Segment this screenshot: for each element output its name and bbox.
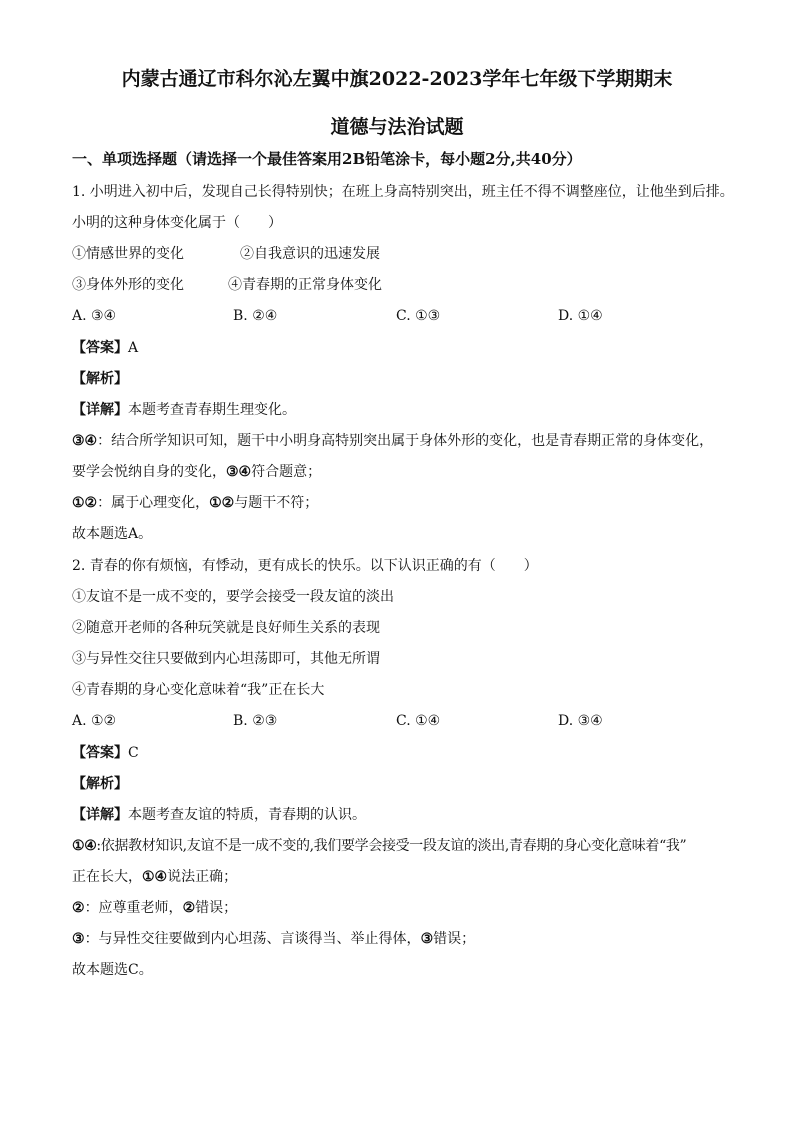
q2-stem-line1: 2. 青春的你有烦恼，有悸动，更有成长的快乐。以下认识正确的有（ ） xyxy=(72,558,538,574)
detail-text: 本题考查青春期生理变化。 xyxy=(128,402,296,418)
q1-option-row1-a: ①情感世界的变化 xyxy=(72,246,184,262)
q1-conclusion: 故本题选A。 xyxy=(72,526,153,542)
answer-value: A xyxy=(128,340,139,356)
answer-label: 【答案】 xyxy=(72,745,128,761)
option-marker: ③ xyxy=(420,931,434,947)
q2-option-2: ②随意开老师的各种玩笑就是良好师生关系的表现 xyxy=(72,620,380,636)
q2-explanation-1 xyxy=(72,836,686,856)
explanation-text: ：结合所学知识可知，题干中小明身高特别突出属于身体外形的变化，也是青春期正常的身体变化， xyxy=(97,433,714,449)
q2-choice-b: B. ②③ xyxy=(233,713,278,729)
q2-answer xyxy=(72,743,139,763)
q1-explanation-1 xyxy=(72,431,713,451)
option-marker: ①② xyxy=(72,495,98,511)
option-marker: ①② xyxy=(209,495,235,511)
q2-choice-a: A. ①② xyxy=(72,713,117,729)
explanation-text: ：与异性交往要做到内心坦荡、言谈得当、举止得体， xyxy=(84,931,421,947)
q1-answer xyxy=(72,338,138,358)
q1-choice-b: B. ②④ xyxy=(233,308,278,324)
explanation-text: 要学会悦纳自身的变化， xyxy=(72,464,226,480)
q2-explanation-3 xyxy=(72,929,475,949)
explanation-text: :依据教材知识,友谊不是一成不变的,我们要学会接受一段友谊的淡出,青春期的身心变化意味着“我” xyxy=(96,838,687,854)
explanation-text: ：应尊重老师， xyxy=(84,900,183,916)
q2-option-3: ③与异性交往只要做到内心坦荡即可，其他无所谓 xyxy=(72,651,380,667)
q1-choice-d: D. ①④ xyxy=(558,308,603,324)
option-marker: ①④ xyxy=(72,838,97,854)
detail-text: 本题考查友谊的特质，青春期的认识。 xyxy=(128,807,366,823)
exam-subtitle: 道德与法治试题 xyxy=(330,116,464,138)
option-marker: ② xyxy=(72,900,85,916)
q2-choice-d: D. ③④ xyxy=(558,713,603,729)
option-marker: ③④ xyxy=(226,464,252,480)
q1-option-row2-a: ③身体外形的变化 xyxy=(72,277,184,293)
option-marker: ② xyxy=(182,900,196,916)
explanation-text: 正在长大， xyxy=(72,869,142,885)
q1-option-row2-b: ④青春期的正常身体变化 xyxy=(228,277,382,293)
q2-analysis-label: 【解析】 xyxy=(72,776,128,792)
q1-detail xyxy=(72,400,296,420)
section-heading: 一、单项选择题（请选择一个最佳答案用2B铅笔涂卡，每小题2分,共40分） xyxy=(72,150,582,168)
q1-option-row1-b: ②自我意识的迅速发展 xyxy=(240,246,380,262)
option-marker: ③ xyxy=(72,931,85,947)
explanation-text: ：属于心理变化， xyxy=(97,495,210,511)
detail-label: 【详解】 xyxy=(72,402,128,418)
exam-title: 内蒙古通辽市科尔沁左翼中旗2022-2023学年七年级下学期期末 xyxy=(121,68,673,90)
q1-analysis-label: 【解析】 xyxy=(72,371,128,387)
q1-choice-c: C. ①③ xyxy=(396,308,441,324)
option-marker: ①④ xyxy=(142,869,168,885)
q1-stem-line2: 小明的这种身体变化属于（ ） xyxy=(72,215,282,231)
explanation-text: 与题干不符； xyxy=(234,495,319,511)
q1-stem-line1: 1. 小明进入初中后，发现自己长得特别快；在班上身高特别突出，班主任不得不调整座位，让他坐到后排。 xyxy=(72,184,734,200)
q1-choice-a: A. ③④ xyxy=(72,308,117,324)
q2-explanation-1-cont xyxy=(72,867,237,887)
explanation-text: 说法正确； xyxy=(167,869,238,885)
q2-conclusion: 故本题选C。 xyxy=(72,962,153,978)
q2-choice-c: C. ①④ xyxy=(396,713,441,729)
detail-label: 【详解】 xyxy=(72,807,128,823)
q2-option-4: ④青春期的身心变化意味着“我”正在长大 xyxy=(72,682,325,698)
explanation-text: 错误； xyxy=(433,931,476,947)
explanation-text: 错误； xyxy=(195,900,238,916)
q1-explanation-2 xyxy=(72,493,318,513)
q2-option-1: ①友谊不是一成不变的，要学会接受一段友谊的淡出 xyxy=(72,589,394,605)
explanation-text: 符合题意； xyxy=(251,464,322,480)
answer-value: C xyxy=(128,745,139,761)
answer-label: 【答案】 xyxy=(72,340,128,356)
option-marker: ③④ xyxy=(72,433,98,449)
q2-detail xyxy=(72,805,366,825)
q1-explanation-1-cont xyxy=(72,462,321,482)
q2-explanation-2 xyxy=(72,898,237,918)
